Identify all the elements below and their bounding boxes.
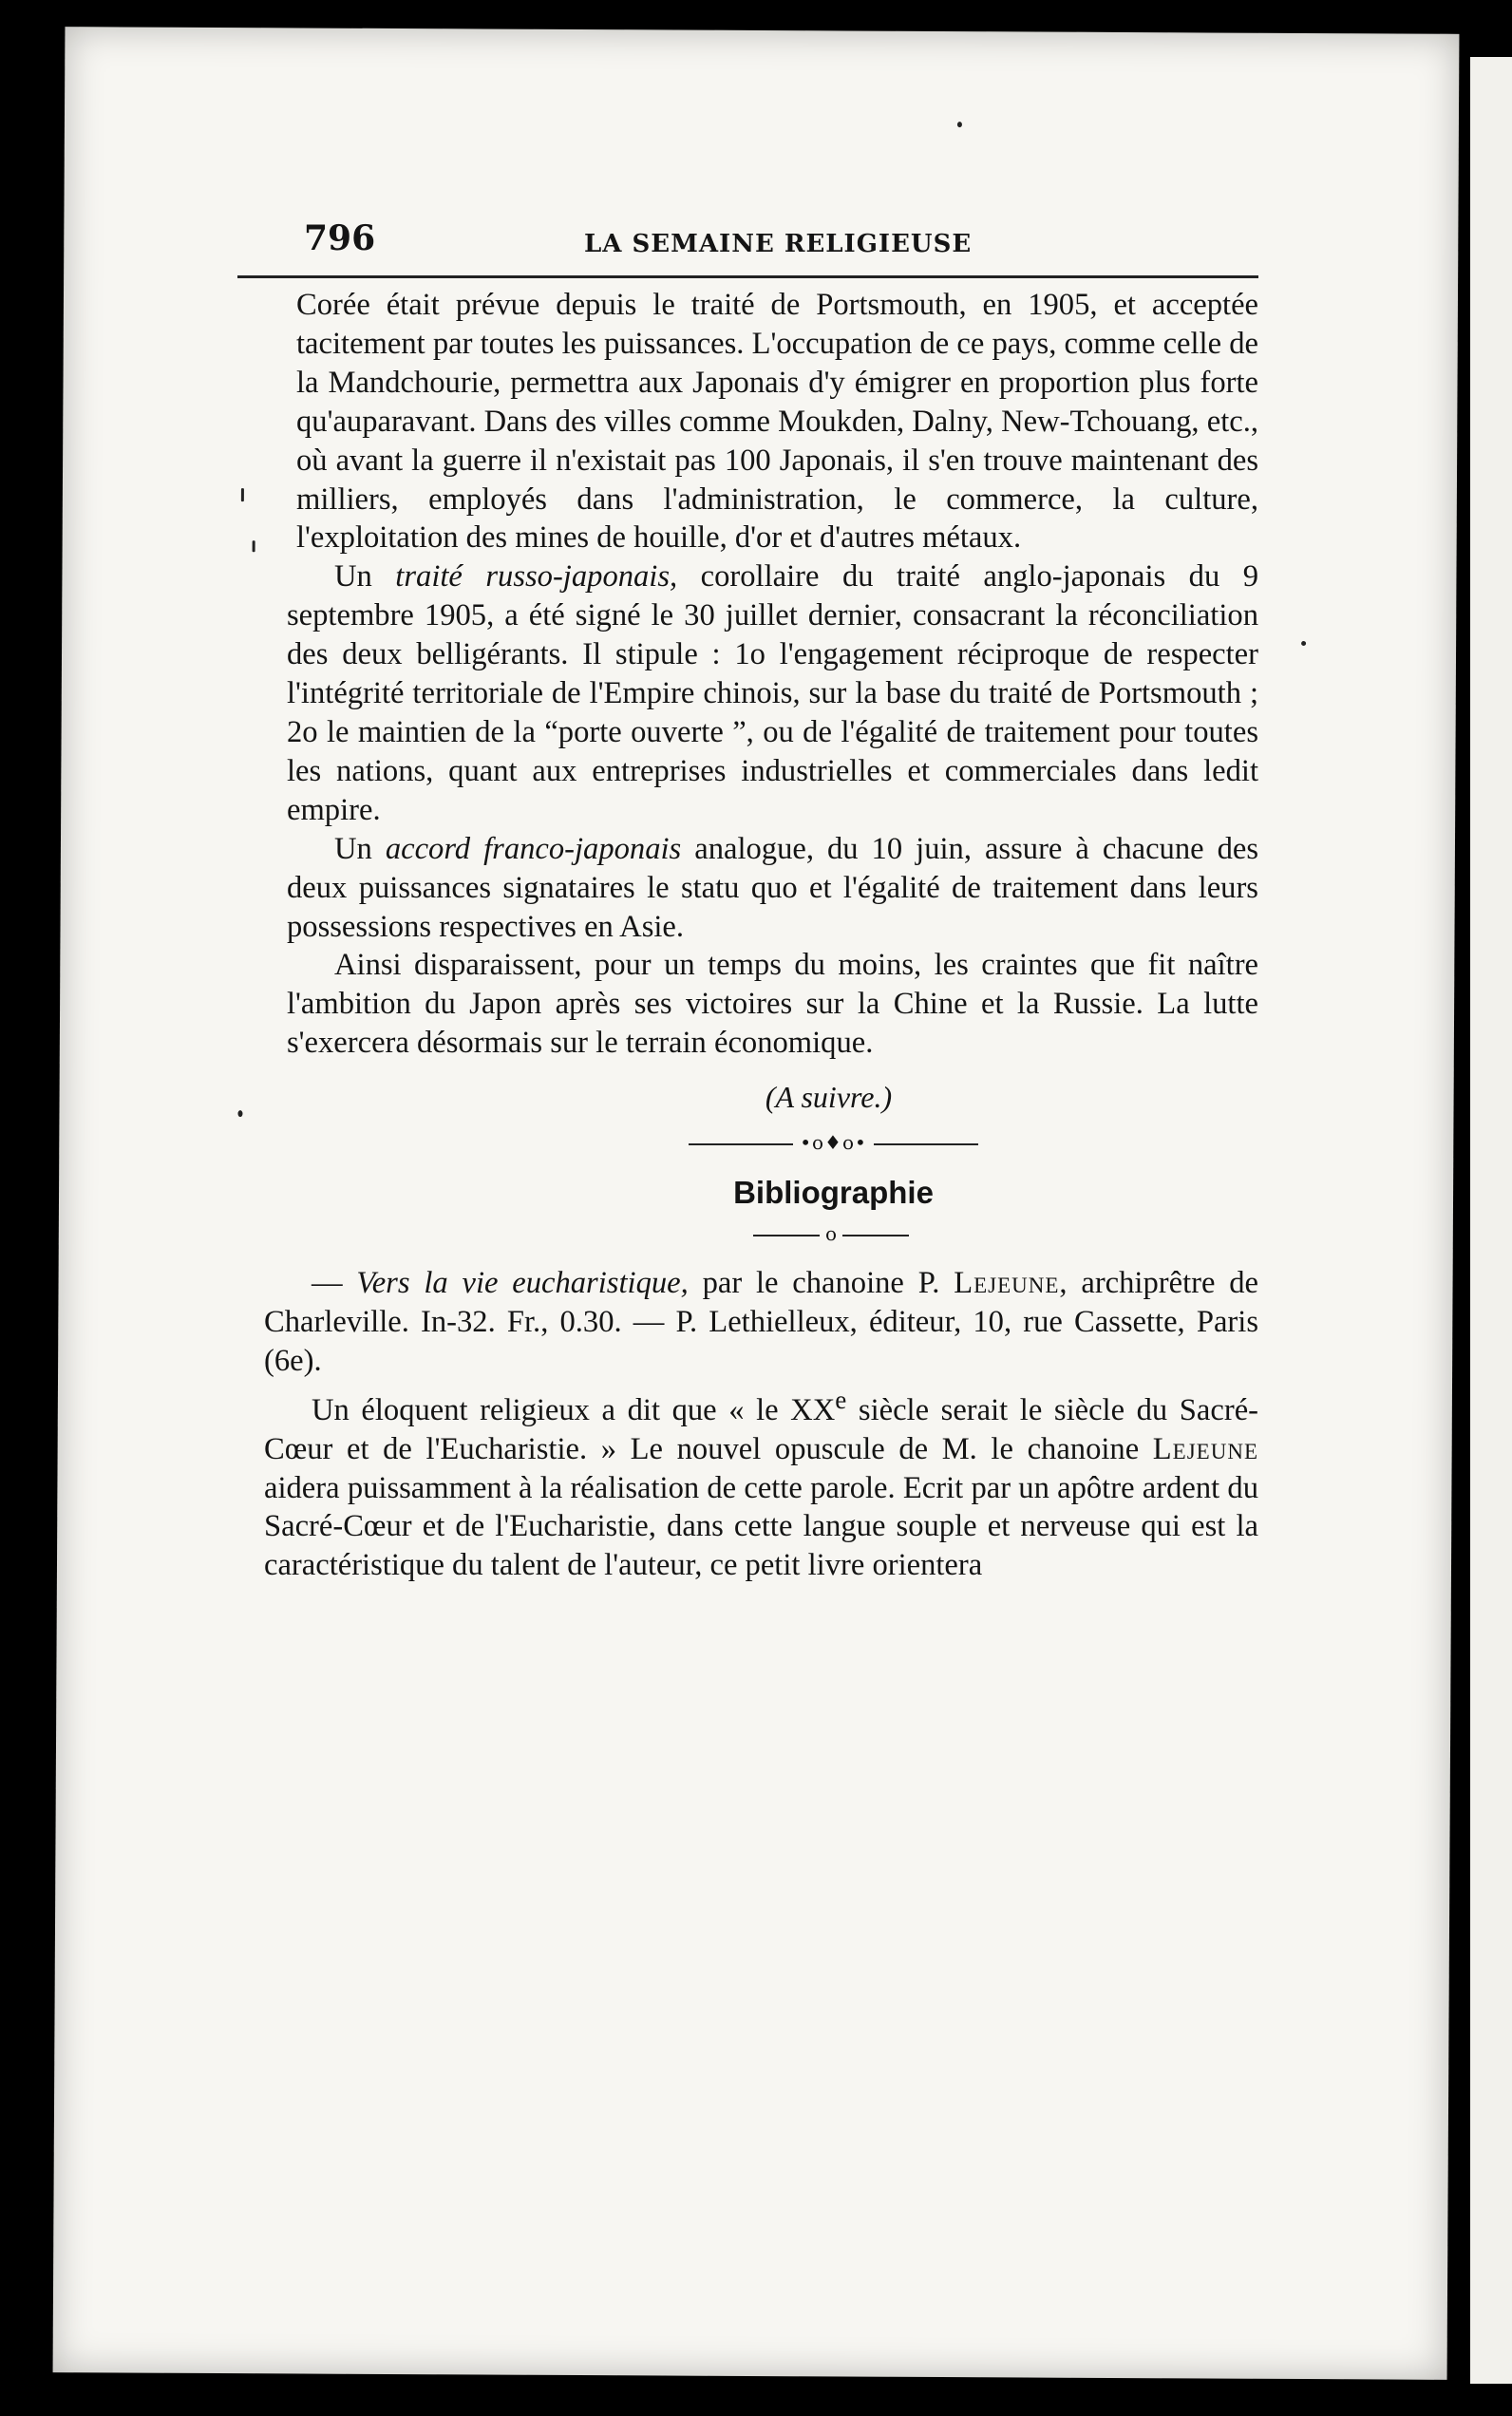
page-number: 796: [304, 218, 376, 258]
page-content: [237, 218, 1258, 1585]
paragraph-lead: Un: [334, 559, 396, 595]
review-text: aidera puissamment à la réalisation de cette parole. Ecrit par un apôtre ardent du Sacré-Cœur et de l'Eucharistie, dans cette langue souple et nerveuse qui est la caractéristique du talent de l'auteur, ce petit livre orientera: [264, 1470, 1258, 1583]
bibliography-entry: [264, 1264, 1258, 1381]
divider-rule: [753, 1235, 820, 1236]
divider-rule: [874, 1143, 978, 1145]
article-paragraph: Corée était prévue depuis le traité de Portsmouth, en 1905, et acceptée tacitement par toutes les puissances. L'occupation de ce pays, comme celle de la Mandchourie, permettra aux Japonais d'y émigrer en proportion plus forte qu'auparavant. Dans des villes comme Moukden, Dalny, New-Tchouang, etc., où avant la guerre il n'existait pas 100 Japonais, il s'en trouve maintenant des milliers, employés dans l'administration, le commerce, la culture, l'exploitation des mines de houille, d'or et d'autres métaux.: [296, 288, 1258, 556]
divider-rule: [842, 1235, 909, 1236]
bibliography-body: [237, 1264, 1258, 1585]
paragraph-lead: Un: [334, 831, 386, 866]
to-be-continued: (A suivre.): [765, 1080, 893, 1115]
adjacent-page-edge: [1470, 57, 1512, 2384]
author-name: Lejeune: [954, 1266, 1060, 1301]
scan-speck: [957, 122, 962, 127]
paragraph-text: analogue, du 10 juin, assure à chacune des deux puissances signataires le statu quo et l'égalité de traitement dans leurs possessions respectives en Asie.: [287, 831, 1258, 944]
author-name: Lejeune: [1152, 1431, 1258, 1466]
entry-text: , archiprêtre de Charleville. In-32. Fr., 0.30. — P. Lethielleux, éditeur, 10, rue Cassette, Paris (6e).: [264, 1266, 1258, 1378]
article-paragraph: Ainsi disparaissent, pour un temps du moins, les craintes que fit naître l'ambition du Japon après ses victoires sur la Chine et la Russie. La lutte s'exercera désormais sur le terrain économique.: [287, 948, 1258, 1061]
divider-ornament: •o♦o•: [800, 1131, 867, 1155]
article-paragraph: [237, 830, 1258, 947]
article-body: [237, 286, 1258, 1063]
title-divider: [237, 1222, 1258, 1245]
review-text: siècle serait le siècle du Sacré-Cœur et de l'Eucharistie. » Le nouvel opuscule de M. le chanoine: [264, 1392, 1258, 1466]
review-paragraph: [264, 1381, 1258, 1585]
running-header: [237, 218, 1258, 278]
italic-accord-title: accord franco-japonais: [385, 831, 682, 866]
entry-text: par le chanoine P.: [688, 1266, 954, 1301]
scan-speck: [1301, 641, 1306, 646]
entry-dash: —: [312, 1266, 357, 1301]
century-superscript: e: [835, 1385, 847, 1414]
divider-rule: [689, 1143, 793, 1145]
paragraph-text: corollaire du traité anglo-japonais du 9 septembre 1905, a été signé le 30 juillet dernier, consacrant la réconciliation des deux belligérants. Il stipule : 1o l'engagement réciproque de respecter l'intégrité territoriale de l'Empire chinois, sur la base du traité de Portsmouth ; 2o le maintien de la “porte ouverte ”, ou de l'égalité de traitement pour toutes les nations, quant aux entreprises industrielles et commerciales dans ledit empire.: [287, 559, 1258, 827]
review-text: Un éloquent religieux a dit que « le XX: [312, 1392, 836, 1427]
book-title: Vers la vie eucharistique,: [356, 1266, 689, 1301]
divider-mark: o: [824, 1222, 838, 1246]
article-paragraph: [237, 557, 1258, 829]
running-title: LA SEMAINE RELIGIEUSE: [584, 230, 973, 258]
section-divider: [237, 1131, 1258, 1154]
italic-treaty-title: traité russo-japonais,: [395, 559, 678, 595]
section-title: Bibliographie: [733, 1175, 934, 1211]
